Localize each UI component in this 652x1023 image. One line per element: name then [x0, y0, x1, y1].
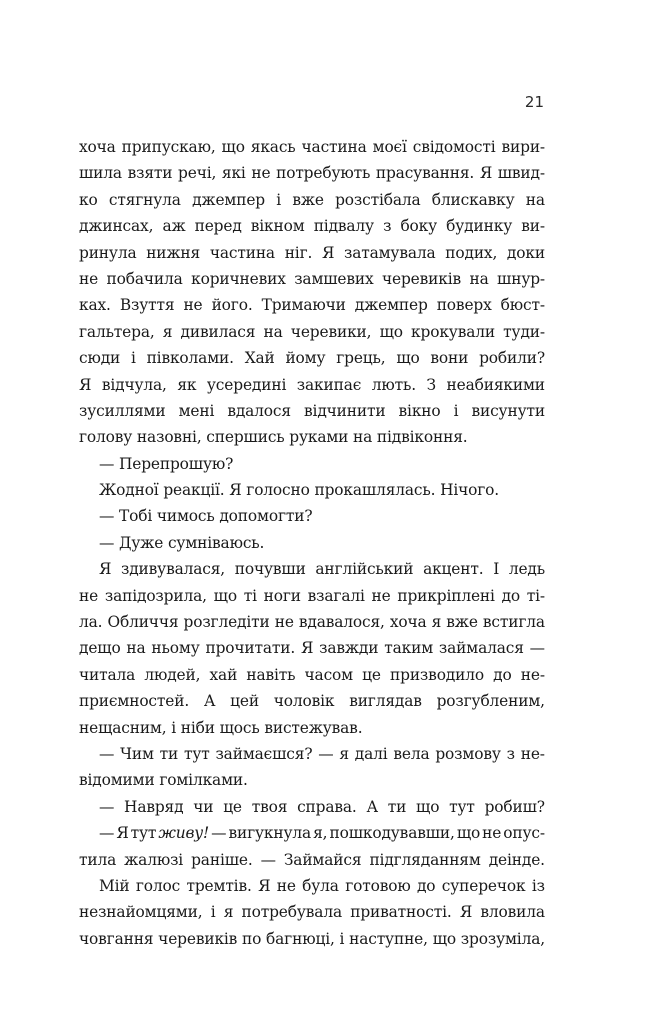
- word: затамувала: [343, 243, 436, 262]
- word: хоча: [389, 613, 427, 632]
- word: раніше.: [191, 850, 253, 869]
- word: Навряд: [124, 797, 184, 816]
- text-line: [79, 556, 545, 582]
- word: якась: [250, 138, 296, 156]
- word: справа.: [297, 797, 357, 816]
- word: —: [99, 797, 115, 816]
- word: вони: [430, 349, 469, 368]
- text-line: [79, 688, 545, 714]
- word: доки: [506, 243, 545, 262]
- word: тут: [183, 744, 210, 763]
- word: ньому: [151, 639, 200, 658]
- word: на: [469, 269, 489, 288]
- text-line: [79, 820, 545, 846]
- word: людей,: [144, 665, 201, 684]
- line-text: голову назовні, спершись руками на підвіконня.: [79, 428, 468, 447]
- word: човгання: [79, 929, 154, 948]
- word: тремтів.: [186, 876, 252, 895]
- text-line: [79, 847, 545, 873]
- word: тут: [130, 824, 157, 843]
- word: замшевих: [294, 269, 374, 288]
- word: йому: [285, 349, 326, 368]
- word: розстібала: [335, 190, 421, 209]
- word: і: [130, 349, 136, 368]
- word: гальтера,: [79, 322, 155, 341]
- word: ноги: [263, 586, 301, 605]
- word: мені: [178, 401, 215, 420]
- text-line: [79, 187, 545, 213]
- word: навіть: [246, 665, 296, 684]
- word: потребують: [276, 164, 371, 183]
- word: таким: [384, 639, 434, 658]
- word: А: [203, 692, 216, 711]
- word: Я: [99, 560, 112, 579]
- text-line: [79, 609, 545, 635]
- word: розгледіти: [183, 613, 270, 632]
- word: Чим: [120, 744, 154, 763]
- text-line: [79, 926, 545, 952]
- word: речі,: [178, 164, 217, 183]
- word: підгляданням: [369, 850, 481, 869]
- word: робиш?: [484, 797, 545, 816]
- word: ко: [79, 190, 98, 209]
- word: Я: [79, 375, 92, 394]
- word: джинсах,: [79, 217, 154, 236]
- word: і: [339, 929, 345, 948]
- text-line: [79, 213, 545, 239]
- word: З: [426, 375, 436, 394]
- word: здивувалася,: [120, 560, 226, 579]
- text-line: [79, 899, 545, 925]
- word: подих,: [445, 243, 498, 262]
- word: ви-: [521, 217, 545, 236]
- word: і: [276, 190, 282, 209]
- word: блискавку: [431, 190, 515, 209]
- word: жалюзі: [124, 850, 184, 869]
- word: побачила: [106, 269, 183, 288]
- word: твоя: [251, 797, 288, 816]
- word: не-: [520, 744, 545, 763]
- word: —: [99, 824, 115, 843]
- word: приємностей.: [79, 692, 190, 711]
- word: Обличчя: [107, 613, 179, 632]
- word: почувши: [234, 560, 306, 579]
- word: до: [493, 665, 512, 684]
- word: взагалі: [307, 586, 365, 605]
- word: я: [431, 613, 442, 632]
- word: хоча: [79, 138, 116, 156]
- word: нижня: [146, 243, 201, 262]
- text-line: [79, 583, 545, 609]
- word: ринула: [79, 243, 137, 262]
- line-text: Жодної реакції. Я голосно прокашлялась. Нічого.: [99, 481, 500, 500]
- word: приватності.: [350, 903, 452, 922]
- word: вдавалося,: [298, 613, 385, 632]
- word: прикріплені: [397, 586, 495, 605]
- word: розмову: [435, 744, 501, 763]
- word: на: [525, 190, 545, 209]
- word: взяти: [127, 164, 173, 183]
- word: дещо: [79, 639, 121, 658]
- word: лють.: [371, 375, 416, 394]
- word: пошкодувавши,: [329, 824, 455, 843]
- word: ті-: [526, 586, 545, 605]
- text-line: [79, 319, 545, 345]
- word: частина: [301, 138, 367, 156]
- text-line: [79, 134, 545, 160]
- word: що: [416, 797, 440, 816]
- word: черевиків: [158, 929, 238, 948]
- word: і: [210, 903, 216, 922]
- word: цей: [230, 692, 259, 711]
- word: висунути: [471, 401, 545, 420]
- text-line: [79, 503, 545, 529]
- word: підвалу: [313, 217, 374, 236]
- text-line: [79, 424, 545, 450]
- text-line: [79, 794, 545, 820]
- word: моєї: [372, 138, 407, 156]
- word: ті: [243, 586, 257, 605]
- word: і: [453, 401, 459, 420]
- word: не: [371, 586, 391, 605]
- text-line: [79, 266, 545, 292]
- word: що: [379, 322, 403, 341]
- text-line: [79, 160, 545, 186]
- word: наступне,: [349, 929, 428, 948]
- word: з: [506, 744, 515, 763]
- word: ла.: [79, 613, 103, 632]
- word: потребувала: [241, 903, 342, 922]
- word: ніг.: [284, 243, 313, 262]
- word: чоловік: [273, 692, 335, 711]
- word: черевики,: [290, 322, 372, 341]
- word: читала: [79, 665, 136, 684]
- text-line: [79, 741, 545, 767]
- word: встигла: [482, 613, 545, 632]
- word: вікном: [250, 217, 305, 236]
- word: —: [529, 639, 545, 658]
- word: часом: [304, 665, 353, 684]
- word: ти: [387, 797, 407, 816]
- word: Я: [116, 824, 129, 843]
- word: незнайомцями,: [79, 903, 203, 922]
- word: бюст-: [500, 296, 545, 315]
- word: не: [482, 824, 502, 843]
- word: крокували: [411, 322, 495, 341]
- word: голос: [135, 876, 181, 895]
- word: грець,: [336, 349, 386, 368]
- word: —: [260, 850, 276, 869]
- word: що: [396, 349, 420, 368]
- word: не: [183, 296, 203, 315]
- line-text: — Перепрошую?: [99, 454, 234, 473]
- word: що: [221, 138, 245, 156]
- word: шнур-: [497, 269, 545, 288]
- word: вже: [446, 613, 478, 632]
- word: не: [251, 164, 271, 183]
- line-text: нещасним, і ніби щось вистежував.: [79, 718, 363, 737]
- word: це: [362, 665, 381, 684]
- word: я,: [313, 824, 328, 843]
- text-line: [79, 398, 545, 424]
- word: вікно: [398, 401, 441, 420]
- text-line: [79, 372, 545, 398]
- word: відчинити: [304, 401, 386, 420]
- word: боку: [400, 217, 438, 236]
- text-line: [79, 530, 545, 556]
- word: що: [456, 824, 481, 843]
- word: не: [79, 269, 99, 288]
- word: з: [383, 217, 392, 236]
- word: чи: [193, 797, 214, 816]
- word: до: [501, 586, 521, 605]
- word: багнюці,: [266, 929, 335, 948]
- word: частина: [209, 243, 275, 262]
- text-line: [79, 292, 545, 318]
- word: Займайся: [283, 850, 362, 869]
- word: вела: [393, 744, 430, 763]
- word: А: [366, 797, 378, 816]
- word: вже: [292, 190, 324, 209]
- word: займалася: [438, 639, 524, 658]
- word: ледь: [508, 560, 545, 579]
- word: до: [416, 876, 436, 895]
- word: І: [493, 560, 500, 579]
- body-text: [79, 134, 545, 952]
- word: усередині: [206, 375, 287, 394]
- text-line: [79, 767, 545, 793]
- word: далі: [354, 744, 388, 763]
- word: акцент.: [423, 560, 484, 579]
- line-text: відомими гомілками.: [79, 771, 248, 790]
- word: виглядав: [349, 692, 422, 711]
- word: відчула,: [101, 375, 167, 394]
- word: Хай: [244, 349, 275, 368]
- word: готовою: [345, 876, 411, 895]
- word: стягнула: [108, 190, 181, 209]
- word: коричневих: [191, 269, 286, 288]
- word: на: [126, 639, 146, 658]
- word: аж: [162, 217, 186, 236]
- word: закипає: [296, 375, 362, 394]
- word: Мій: [99, 876, 130, 895]
- word: англійський: [315, 560, 414, 579]
- line-text: — Дуже сумніваюсь.: [99, 533, 265, 552]
- word: призводило: [390, 665, 484, 684]
- word: на: [263, 322, 283, 341]
- word: поверх: [436, 296, 492, 315]
- word: опус-: [503, 824, 545, 843]
- word: Я: [479, 164, 493, 183]
- word: прасування.: [375, 164, 475, 183]
- word: Тримаючи: [261, 296, 346, 315]
- word: як: [177, 375, 197, 394]
- word: свідомості: [412, 138, 496, 156]
- word: прочитати.: [205, 639, 296, 658]
- text-line: [79, 635, 545, 661]
- word: Я: [459, 903, 473, 922]
- word: —: [211, 824, 227, 843]
- page-number: 21: [524, 93, 544, 111]
- word: будинку: [446, 217, 513, 236]
- word: його.: [211, 296, 253, 315]
- word: не: [274, 613, 294, 632]
- word: ках.: [79, 296, 111, 315]
- word: вири-: [501, 138, 545, 156]
- word: припускаю,: [121, 138, 216, 156]
- word: розгубленим,: [436, 692, 545, 711]
- word: не: [79, 586, 99, 605]
- word: —: [318, 744, 334, 763]
- text-line: [79, 240, 545, 266]
- word: туди-: [503, 322, 545, 341]
- word: робили?: [479, 349, 545, 368]
- line-text: — Тобі чимось допомогти?: [99, 507, 313, 526]
- word: Взуття: [119, 296, 175, 315]
- word: шила: [79, 164, 122, 183]
- word: запідозрила,: [104, 586, 207, 605]
- word: вловила: [480, 903, 545, 922]
- word: неабиякими: [446, 375, 545, 394]
- word: швид-: [497, 164, 545, 183]
- word: тут: [449, 797, 475, 816]
- text-line: [79, 873, 545, 899]
- word: сюди: [79, 349, 121, 368]
- text-line: [79, 345, 545, 371]
- word: зусиллями: [79, 401, 166, 420]
- emphasis-word: живу!: [158, 824, 210, 843]
- word: черевиків: [382, 269, 462, 288]
- word: Я: [258, 876, 271, 895]
- word: суперечок: [441, 876, 526, 895]
- word: я: [223, 903, 234, 922]
- word: джемпер: [354, 296, 428, 315]
- word: ти: [159, 744, 179, 763]
- word: Я: [301, 639, 314, 658]
- word: вигукнула: [228, 824, 312, 843]
- word: перед: [194, 217, 242, 236]
- word: вдалося: [227, 401, 291, 420]
- word: зрозуміла,: [460, 929, 545, 948]
- word: я: [162, 322, 173, 341]
- text-line: [79, 477, 545, 503]
- word: хай: [209, 665, 238, 684]
- word: займаєшся?: [215, 744, 313, 763]
- word: півколами.: [146, 349, 234, 368]
- word: що: [432, 929, 456, 948]
- word: —: [99, 744, 115, 763]
- word: завжди: [319, 639, 379, 658]
- text-line: [79, 451, 545, 477]
- word: це: [223, 797, 242, 816]
- word: не-: [520, 665, 545, 684]
- text-line: [79, 662, 545, 688]
- word: які: [221, 164, 246, 183]
- word: Я: [321, 243, 335, 262]
- word: я: [339, 744, 349, 763]
- word: не: [276, 876, 296, 895]
- word: була: [302, 876, 339, 895]
- word: по: [242, 929, 262, 948]
- word: що: [213, 586, 237, 605]
- word: дивилася: [180, 322, 256, 341]
- text-line: [79, 715, 545, 741]
- word: деінде.: [488, 850, 545, 869]
- word: тила: [79, 850, 117, 869]
- word: джемпер: [192, 190, 265, 209]
- word: із: [531, 876, 545, 895]
